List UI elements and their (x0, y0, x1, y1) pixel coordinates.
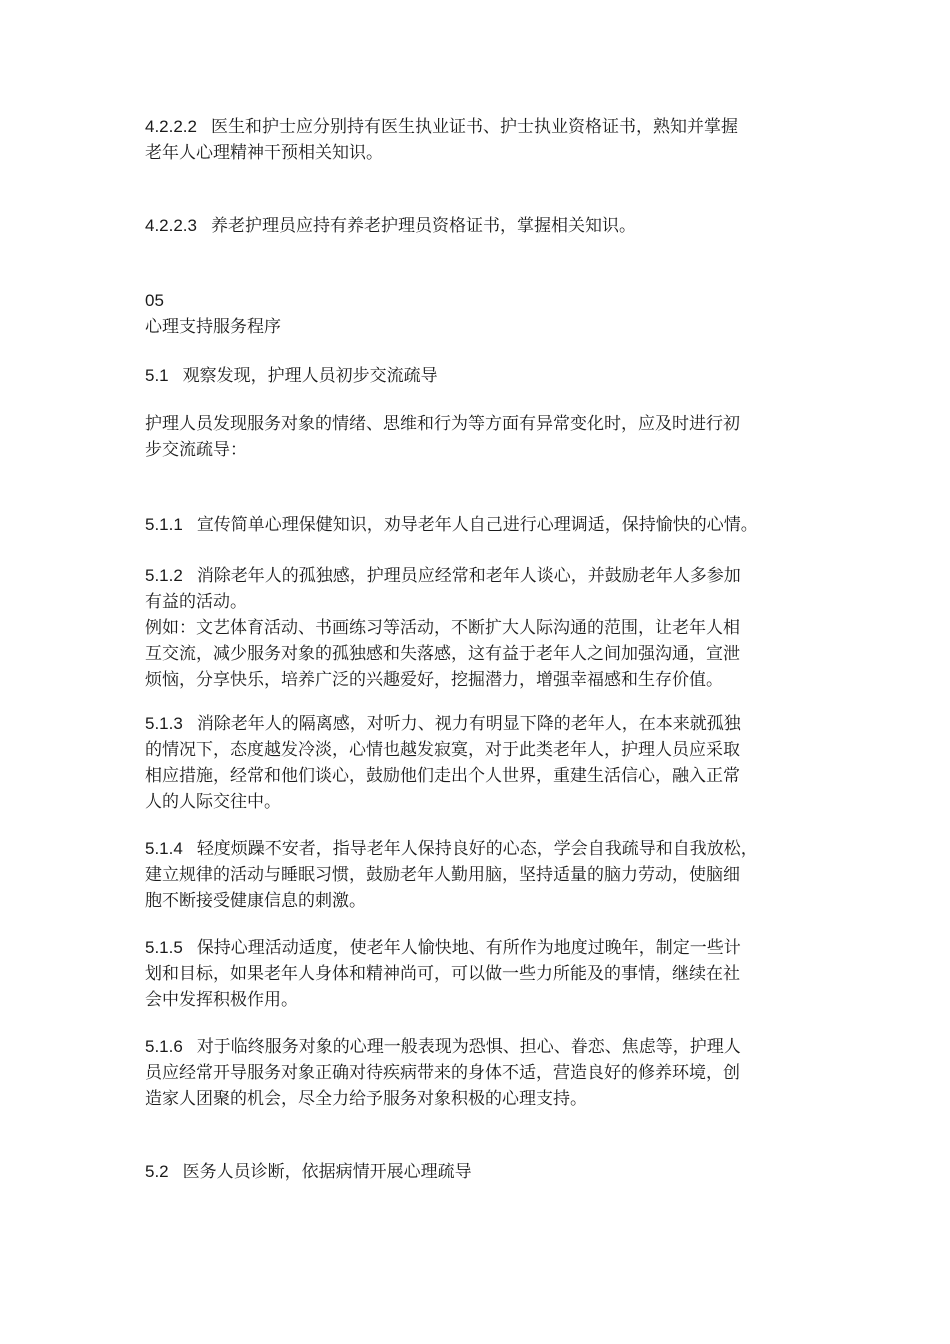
clause-text: 保持心理活动适度，使老年人愉快地、有所作为地度过晚年，制定一些计 (196, 938, 741, 958)
clause-number: 4.2.2.2 (145, 117, 197, 136)
clause-4-2-2-3 (145, 213, 809, 239)
clause-5-1-4: 5.1.4 轻度烦躁不安者，指导老年人保持良好的心态，学会自我疏导和自我放松， 建立规律的活动与睡眠习惯，鼓励老年人勤用脑，坚持适量的脑力劳动，使脑细 胞不断接受健康信息的刺激。 (145, 839, 758, 911)
clause-4-2-2-2 (145, 114, 809, 166)
clause-5-1-1 (145, 512, 809, 538)
clause-5-1-5: 5.1.5 保持心理活动适度，使老年人愉快地、有所作为地度过晚年，制定一些计 划和目标，如果老年人身体和精神尚可，可以做一些力所能及的事情，继续在社 会中发挥积极作用。 (145, 938, 741, 1010)
clause-5-1-3: 5.1.3 消除老年人的隔离感，对听力、视力有明显下降的老年人，在本来就孤独 的情况下，态度越发冷淡，心情也越发寂寞，对于此类老年人，护理人员应采取 相应措施，经常和他们谈心，鼓励他们走出个人世界，重建生活信心，融入正常 人的人际交往中。 (145, 714, 741, 812)
section-5-1-heading (145, 363, 809, 389)
section-5-2-heading (145, 1159, 809, 1185)
clause-text: 医生和护士应分别持有医生执业证书、护士执业资格证书，熟知并掌握 (211, 117, 738, 137)
clause-5-1-2: 5.1.2 消除老年人的孤独感，护理员应经常和老年人谈心，并鼓励老年人多参加 有益的活动。 例如：文艺体育活动、书画练习等活动，不断扩大人际沟通的范围，让老年人相 互交流，减少服务对象的孤独感和失落感，这有益于老年人之间加强沟通，宣泄 烦恼，分享快乐，培养广泛的兴趣爱好，挖掘潜力，增强幸福感和生存价值。 (145, 566, 741, 690)
intro-paragraph: 护理人员发现服务对象的情绪、思维和行为等方面有异常变化时，应及时进行初 步交流疏导： (145, 414, 740, 460)
clause-number: 5.1.4 (145, 839, 183, 858)
chapter-title: 心理支持服务程序 (145, 317, 281, 337)
clause-text: 宣传简单心理保健知识，劝导老年人自己进行心理调适，保持愉快的心情。 (196, 515, 758, 535)
clause-number: 5.1.3 (145, 714, 183, 733)
clause-number: 4.2.2.3 (145, 216, 197, 235)
section-number: 5.2 (145, 1162, 169, 1181)
clause-text: 对于临终服务对象的心理一般表现为恐惧、担心、眷恋、焦虑等，护理人 (196, 1037, 741, 1057)
clause-text: 消除老年人的孤独感，护理员应经常和老年人谈心，并鼓励老年人多参加 (196, 566, 741, 586)
clause-text: 养老护理员应持有养老护理员资格证书，掌握相关知识。 (211, 216, 636, 236)
chapter-number: 05 (145, 291, 164, 310)
clause-text: 老年人心理精神干预相关知识。 (145, 143, 383, 163)
chapter-heading (145, 288, 809, 340)
clause-text: 轻度烦躁不安者，指导老年人保持良好的心态，学会自我疏导和自我放松， (196, 839, 758, 859)
section-title: 观察发现，护理人员初步交流疏导 (182, 366, 438, 386)
clause-number: 5.1.5 (145, 938, 183, 957)
clause-number: 5.1.2 (145, 566, 183, 585)
clause-5-1-6: 5.1.6 对于临终服务对象的心理一般表现为恐惧、担心、眷恋、焦虑等，护理人 员应经常开导服务对象正确对待疾病带来的身体不适，营造良好的修养环境，创 造家人团聚的机会，尽全力给予服务对象积极的心理支持。 (145, 1037, 741, 1109)
clause-number: 5.1.6 (145, 1037, 183, 1056)
section-title: 医务人员诊断，依据病情开展心理疏导 (182, 1162, 472, 1182)
section-number: 5.1 (145, 366, 169, 385)
clause-text: 消除老年人的隔离感，对听力、视力有明显下降的老年人，在本来就孤独 (196, 714, 741, 734)
clause-number: 5.1.1 (145, 515, 183, 534)
